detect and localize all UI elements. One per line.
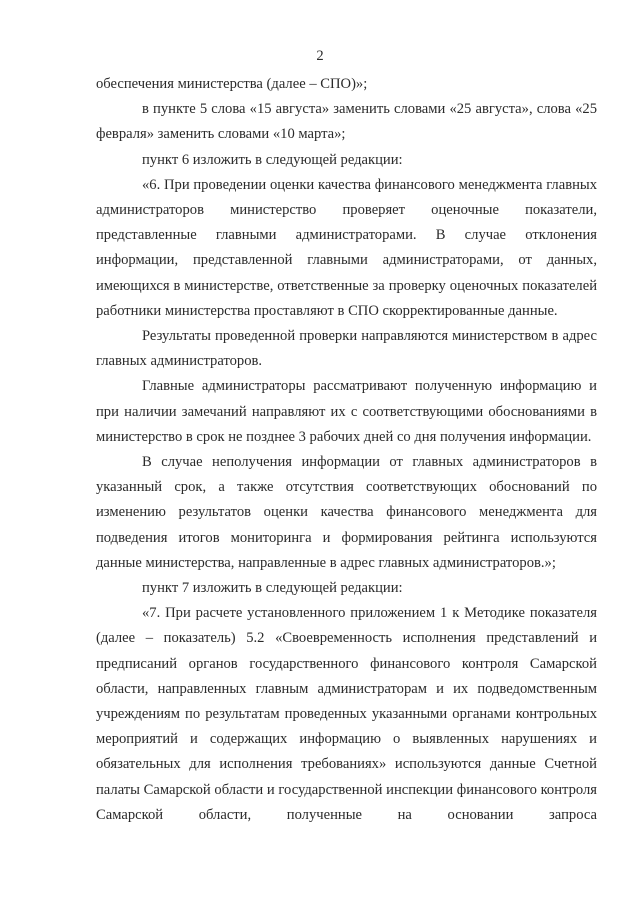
paragraph-item-5: в пункте 5 слова «15 августа» заменить словами «25 августа», слова «25 февраля» заменить словами «10 марта»; <box>96 101 597 143</box>
paragraph-remarks: Главные администраторы рассматривают полученную информацию и при наличии замечаний направляют их с соответствующими обоснованиями в министерство в срок не позднее 3 рабочих дней со дня получения информации. <box>96 378 597 445</box>
paragraph-item-6-text: «6. При проведении оценки качества финансового менеджмента главных администраторов министерство проверяет оценочные показатели, представленные главными администраторами. В случае отклонения информации, представленной главными администраторами, от данных, имеющихся в министерстве, ответственные за проверку оценочных показателей работники министерства проставляют в СПО скорректированные данные. <box>96 176 597 319</box>
paragraph-check-results: Результаты проведенной проверки направляются министерством в адрес главных администраторов. <box>96 328 597 370</box>
paragraph-no-info: В случае неполучения информации от главных администраторов в указанный срок, а также отсутствия соответствующих обоснований по изменению результатов оценки качества финансового менеджмента для подведения итогов мониторинга и формирования рейтинга используются данные министерства, направленные в адрес главных администраторов.»; <box>96 454 597 571</box>
paragraph-item-7-text: «7. При расчете установленного приложением 1 к Методике показателя (далее – показатель) 5.2 «Своевременность исполнения представлений и предписаний органов государственного финансового контроля Самарской области, направленных главным администраторам и их подведомственным учреждениям по результатам проведенных указанными органами контрольных мероприятий и содержащих информацию о выявленных нарушениях и обязательных для исполнения требованиях» используются данные Счетной палаты Самарской области и государственной инспекции финансового контроля Самарской области, полученные на основании запроса <box>96 605 597 823</box>
page-number: 2 <box>316 48 324 64</box>
paragraph-item-7-intro: пункт 7 изложить в следующей редакции: <box>142 580 403 597</box>
document-body <box>96 72 597 828</box>
paragraph-continuation: обеспечения министерства (далее – СПО)»; <box>96 76 368 92</box>
paragraph-item-6-intro: пункт 6 изложить в следующей редакции: <box>142 151 403 168</box>
